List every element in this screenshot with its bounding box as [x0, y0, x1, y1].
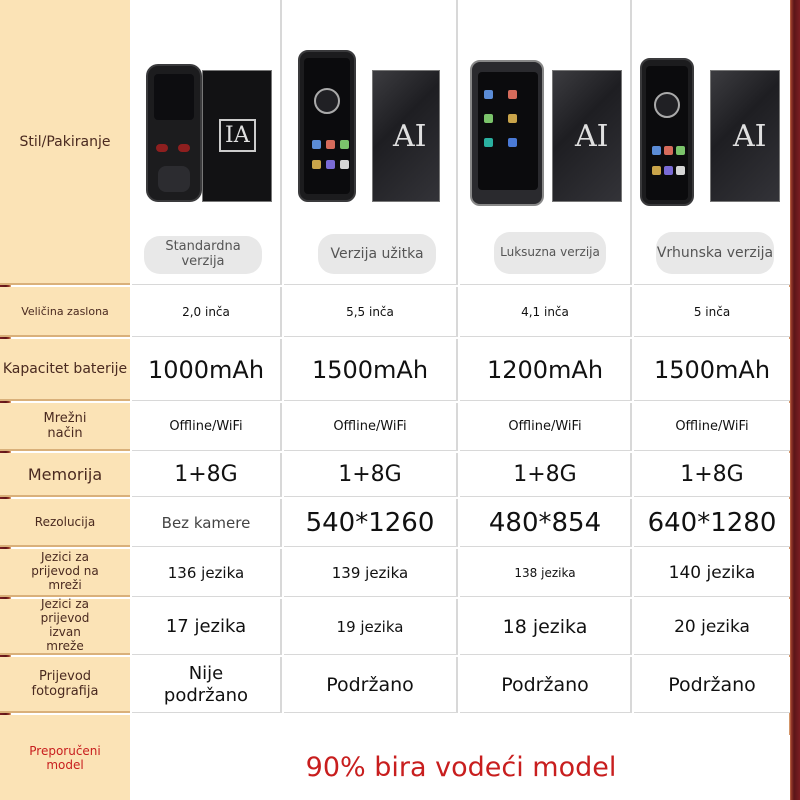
value-resolution-standard: Bez kamere: [132, 499, 282, 547]
value-memory-enjoyment: 1+8G: [284, 453, 458, 497]
package-logo: AI: [575, 119, 609, 154]
package-logo: AI: [393, 119, 427, 154]
row-offline-langs: [0, 599, 800, 655]
product-image-premium: [634, 0, 790, 285]
product-image-standard: [132, 0, 282, 285]
row-battery: [0, 339, 800, 401]
row-label-memory: Memorija: [0, 453, 130, 497]
value-screen-premium: 5 inča: [634, 287, 790, 337]
value-resolution-premium: 640*1280: [634, 499, 790, 547]
device-image: [146, 64, 202, 202]
value-offline-langs-luxury: 18 jezika: [460, 599, 632, 655]
package-box-image: [710, 70, 780, 202]
row-online-langs: [0, 549, 800, 597]
version-pill-premium: Vrhunska verzija: [656, 232, 774, 274]
product-image-luxury: [460, 0, 632, 285]
package-logo: IA: [219, 119, 256, 152]
row-label-style: Stil/Pakiranje: [0, 0, 130, 285]
row-resolution: [0, 499, 800, 547]
row-network: [0, 403, 800, 451]
package-box-image: [202, 70, 272, 202]
row-label-online-langs: Jezici za prijevod na mreži: [0, 549, 130, 597]
row-memory: [0, 453, 800, 497]
value-photo-enjoyment: Podržano: [284, 657, 458, 713]
row-screen: [0, 287, 800, 337]
value-memory-premium: 1+8G: [634, 453, 790, 497]
value-photo-premium: Podržano: [634, 657, 790, 713]
row-label-screen: Veličina zaslona: [0, 287, 130, 337]
package-box-image: [552, 70, 622, 202]
value-offline-langs-premium: 20 jezika: [634, 599, 790, 655]
value-memory-luxury: 1+8G: [460, 453, 632, 497]
package-box-image: [372, 70, 440, 202]
row-label-offline-langs: Jezici za prijevod izvan mreže: [0, 599, 130, 655]
value-photo-standard: Nije podržano: [132, 657, 282, 713]
value-network-standard: Offline/WiFi: [132, 403, 282, 451]
value-battery-enjoyment: 1500mAh: [284, 339, 458, 401]
device-image: [640, 58, 694, 206]
value-battery-luxury: 1200mAh: [460, 339, 632, 401]
row-label-resolution: Rezolucija: [0, 499, 130, 547]
value-network-premium: Offline/WiFi: [634, 403, 790, 451]
value-battery-standard: 1000mAh: [132, 339, 282, 401]
value-screen-enjoyment: 5,5 inča: [284, 287, 458, 337]
value-network-enjoyment: Offline/WiFi: [284, 403, 458, 451]
value-online-langs-enjoyment: 139 jezika: [284, 549, 458, 597]
value-offline-langs-standard: 17 jezika: [132, 599, 282, 655]
row-label-battery: Kapacitet baterije: [0, 339, 130, 401]
value-resolution-enjoyment: 540*1260: [284, 499, 458, 547]
value-network-luxury: Offline/WiFi: [460, 403, 632, 451]
value-offline-langs-enjoyment: 19 jezika: [284, 599, 458, 655]
version-pill-standard: Standardna verzija: [144, 236, 262, 274]
device-image: [298, 50, 356, 202]
value-resolution-luxury: 480*854: [460, 499, 632, 547]
value-online-langs-premium: 140 jezika: [634, 549, 790, 597]
value-screen-luxury: 4,1 inča: [460, 287, 632, 337]
value-battery-premium: 1500mAh: [634, 339, 790, 401]
recommendation-message: 90% bira vodeći model: [132, 735, 790, 800]
package-logo: AI: [733, 119, 767, 154]
version-pill-enjoyment: Verzija užitka: [318, 234, 436, 274]
row-style: [0, 0, 800, 285]
value-online-langs-luxury: 138 jezika: [460, 549, 632, 597]
product-image-enjoyment: [284, 0, 458, 285]
row-label-photo: Prijevod fotografija: [0, 657, 130, 713]
row-photo: [0, 657, 800, 713]
row-label-recommended: Preporučeni model: [0, 715, 130, 800]
value-screen-standard: 2,0 inča: [132, 287, 282, 337]
device-image: [470, 60, 544, 206]
value-memory-standard: 1+8G: [132, 453, 282, 497]
version-pill-luxury: Luksuzna verzija: [494, 232, 606, 274]
value-online-langs-standard: 136 jezika: [132, 549, 282, 597]
row-label-network: Mrežni način: [0, 403, 130, 451]
value-photo-luxury: Podržano: [460, 657, 632, 713]
